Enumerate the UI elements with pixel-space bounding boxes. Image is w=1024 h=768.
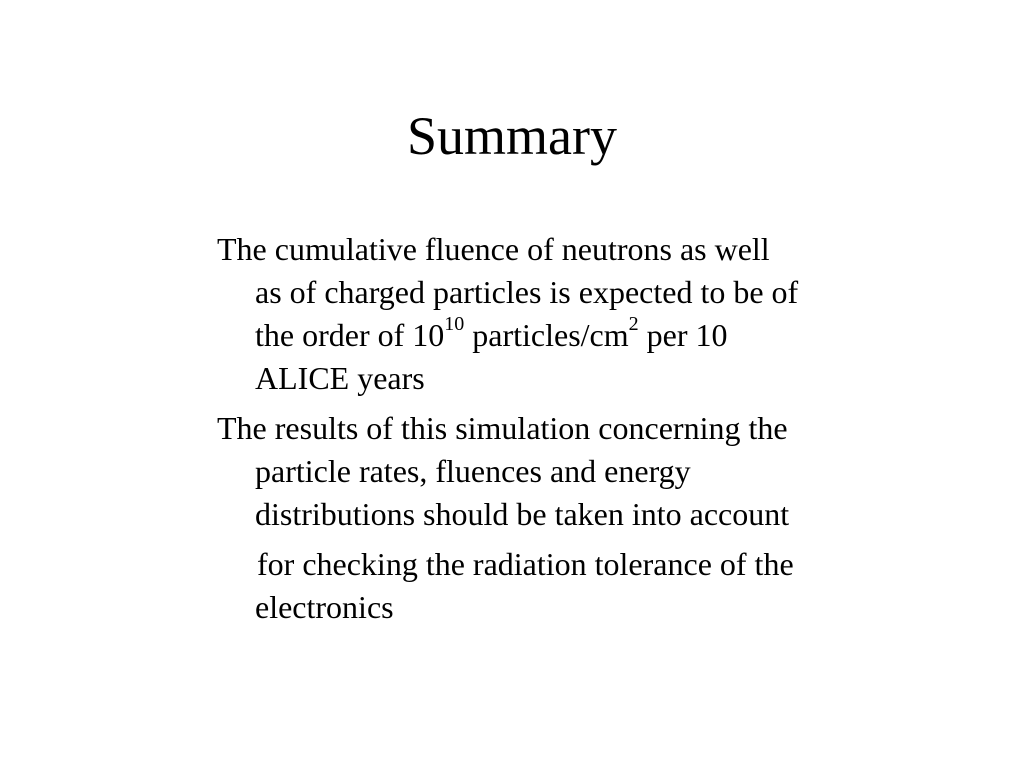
- text-line: for checking the radiation tolerance of the: [257, 546, 794, 582]
- text-line: The results of this simulation concerning the: [217, 410, 788, 446]
- paragraph-fluence: [217, 228, 947, 400]
- text-line: particle rates, fluences and energy: [255, 453, 691, 489]
- text-line: electronics: [255, 589, 394, 625]
- text-line: ALICE years: [255, 360, 425, 396]
- text-line: The cumulative fluence of neutrons as well: [217, 231, 770, 267]
- paragraph-results: [217, 407, 947, 629]
- slide-title: Summary: [407, 106, 617, 166]
- text-fragment: per 10: [638, 317, 728, 353]
- text-line: distributions should be taken into account: [255, 496, 790, 532]
- text-line-order: [217, 314, 947, 357]
- superscript-exponent: 10: [444, 313, 465, 336]
- text-fragment: the order of 10: [255, 317, 445, 353]
- summary-body: [217, 228, 947, 629]
- superscript-exponent: 2: [628, 313, 639, 336]
- text-fragment: particles/cm: [464, 317, 629, 353]
- text-line: as of charged particles is expected to be of: [255, 274, 799, 310]
